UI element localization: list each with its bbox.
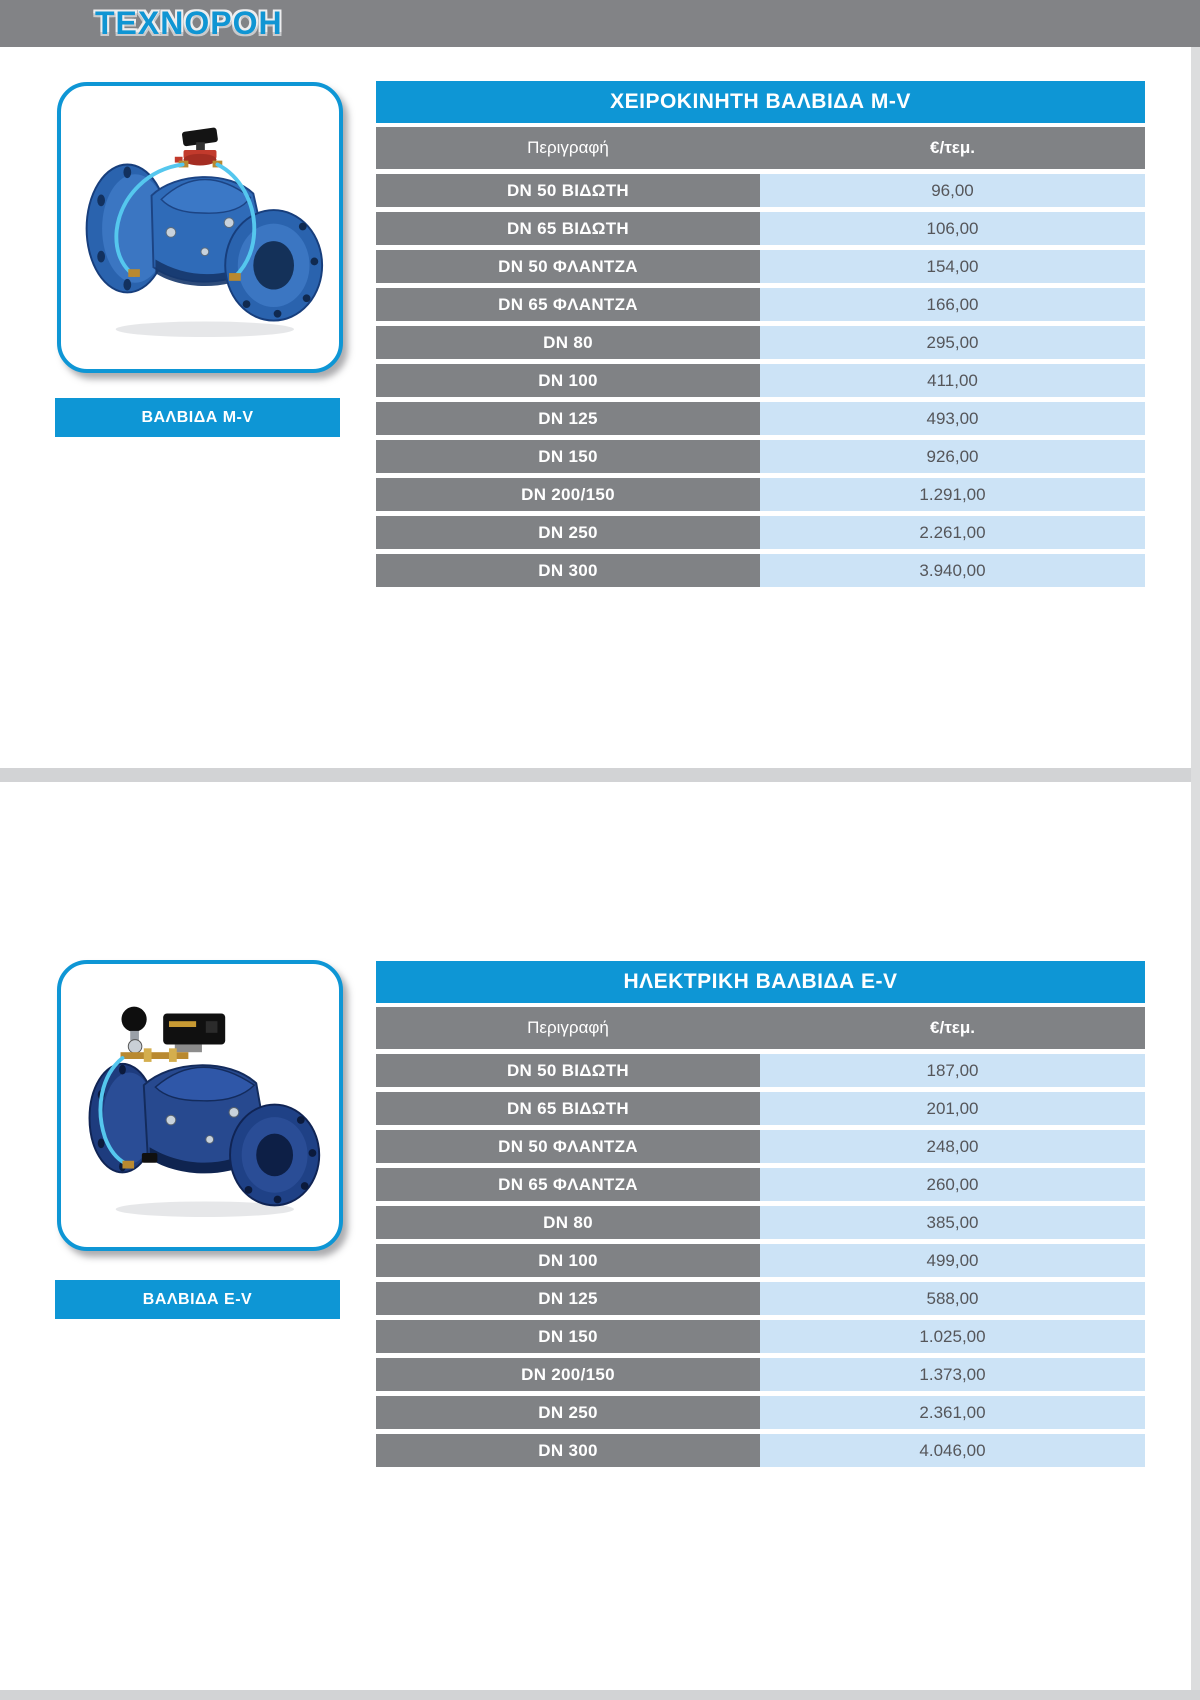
price-table-manual: [376, 81, 1145, 592]
column-header-description: Περιγραφή: [527, 138, 609, 157]
column-header-price: €/τεμ.: [930, 138, 975, 157]
row-description: DN 50 ΦΛΑΝΤΖΑ: [376, 250, 760, 283]
electric-valve-photo: [74, 992, 326, 1220]
table-row: [376, 1434, 1145, 1467]
column-header-description: Περιγραφή: [527, 1018, 609, 1037]
row-description: DN 100: [376, 364, 760, 397]
table-row: [376, 1092, 1145, 1125]
row-price: 2.361,00: [760, 1396, 1145, 1429]
row-description: DN 250: [376, 516, 760, 549]
table-header: [376, 127, 1145, 169]
table-row: [376, 516, 1145, 549]
row-price: 1.373,00: [760, 1358, 1145, 1391]
table-row: [376, 326, 1145, 359]
table-row: [376, 1206, 1145, 1239]
row-price: 1.291,00: [760, 478, 1145, 511]
table-row: [376, 402, 1145, 435]
row-price: 588,00: [760, 1282, 1145, 1315]
row-price: 411,00: [760, 364, 1145, 397]
table-rows: [376, 174, 1145, 587]
top-header-bar: [0, 0, 1200, 47]
table-title: ΧΕΙΡΟΚΙΝΗΤΗ ΒΑΛΒΙΔΑ M-V: [376, 81, 1145, 123]
row-price: 154,00: [760, 250, 1145, 283]
table-row: [376, 1358, 1145, 1391]
product-image-card-manual: [57, 82, 343, 373]
row-price: 4.046,00: [760, 1434, 1145, 1467]
row-description: DN 80: [376, 326, 760, 359]
row-description: DN 125: [376, 402, 760, 435]
row-description: DN 100: [376, 1244, 760, 1277]
row-price: 1.025,00: [760, 1320, 1145, 1353]
product-image-card-electric: [57, 960, 343, 1251]
row-description: DN 50 ΒΙΔΩΤΗ: [376, 174, 760, 207]
product-caption-electric: ΒΑΛΒΙΔΑ E-V: [55, 1280, 340, 1319]
row-price: 2.261,00: [760, 516, 1145, 549]
row-description: DN 150: [376, 1320, 760, 1353]
row-description: DN 300: [376, 1434, 760, 1467]
row-description: DN 200/150: [376, 1358, 760, 1391]
table-rows: [376, 1054, 1145, 1467]
row-description: DN 125: [376, 1282, 760, 1315]
manual-valve-photo: [74, 114, 326, 342]
table-header: [376, 1007, 1145, 1049]
row-description: DN 150: [376, 440, 760, 473]
table-row: [376, 1130, 1145, 1163]
row-price: 201,00: [760, 1092, 1145, 1125]
row-description: DN 80: [376, 1206, 760, 1239]
row-price: 106,00: [760, 212, 1145, 245]
table-row: [376, 212, 1145, 245]
table-row: [376, 1282, 1145, 1315]
table-row: [376, 364, 1145, 397]
row-description: DN 50 ΒΙΔΩΤΗ: [376, 1054, 760, 1087]
row-description: DN 65 ΒΙΔΩΤΗ: [376, 1092, 760, 1125]
table-row: [376, 478, 1145, 511]
table-row: [376, 440, 1145, 473]
bottom-edge-bar: [0, 1690, 1200, 1700]
row-description: DN 250: [376, 1396, 760, 1429]
price-table-electric: [376, 961, 1145, 1472]
row-description: DN 65 ΦΛΑΝΤΖΑ: [376, 1168, 760, 1201]
row-description: DN 200/150: [376, 478, 760, 511]
row-price: 260,00: [760, 1168, 1145, 1201]
row-description: DN 65 ΦΛΑΝΤΖΑ: [376, 288, 760, 321]
row-price: 295,00: [760, 326, 1145, 359]
row-price: 499,00: [760, 1244, 1145, 1277]
row-price: 3.940,00: [760, 554, 1145, 587]
table-row: [376, 1244, 1145, 1277]
row-description: DN 65 ΒΙΔΩΤΗ: [376, 212, 760, 245]
row-description: DN 50 ΦΛΑΝΤΖΑ: [376, 1130, 760, 1163]
company-logo: ΤΕΧΝΟΡΟΗ: [95, 5, 283, 41]
table-row: [376, 1320, 1145, 1353]
table-row: [376, 1396, 1145, 1429]
row-price: 166,00: [760, 288, 1145, 321]
table-row: [376, 554, 1145, 587]
row-price: 96,00: [760, 174, 1145, 207]
table-row: [376, 1054, 1145, 1087]
column-header-price: €/τεμ.: [930, 1018, 975, 1037]
section-divider: [0, 768, 1200, 782]
table-row: [376, 250, 1145, 283]
product-caption-manual: ΒΑΛΒΙΔΑ M-V: [55, 398, 340, 437]
row-price: 926,00: [760, 440, 1145, 473]
row-price: 385,00: [760, 1206, 1145, 1239]
table-title: ΗΛΕΚΤΡΙΚΗ ΒΑΛΒΙΔΑ E-V: [376, 961, 1145, 1003]
row-price: 187,00: [760, 1054, 1145, 1087]
row-price: 493,00: [760, 402, 1145, 435]
row-description: DN 300: [376, 554, 760, 587]
right-edge-strip: [1191, 47, 1200, 1690]
table-row: [376, 1168, 1145, 1201]
row-price: 248,00: [760, 1130, 1145, 1163]
table-row: [376, 288, 1145, 321]
table-row: [376, 174, 1145, 207]
